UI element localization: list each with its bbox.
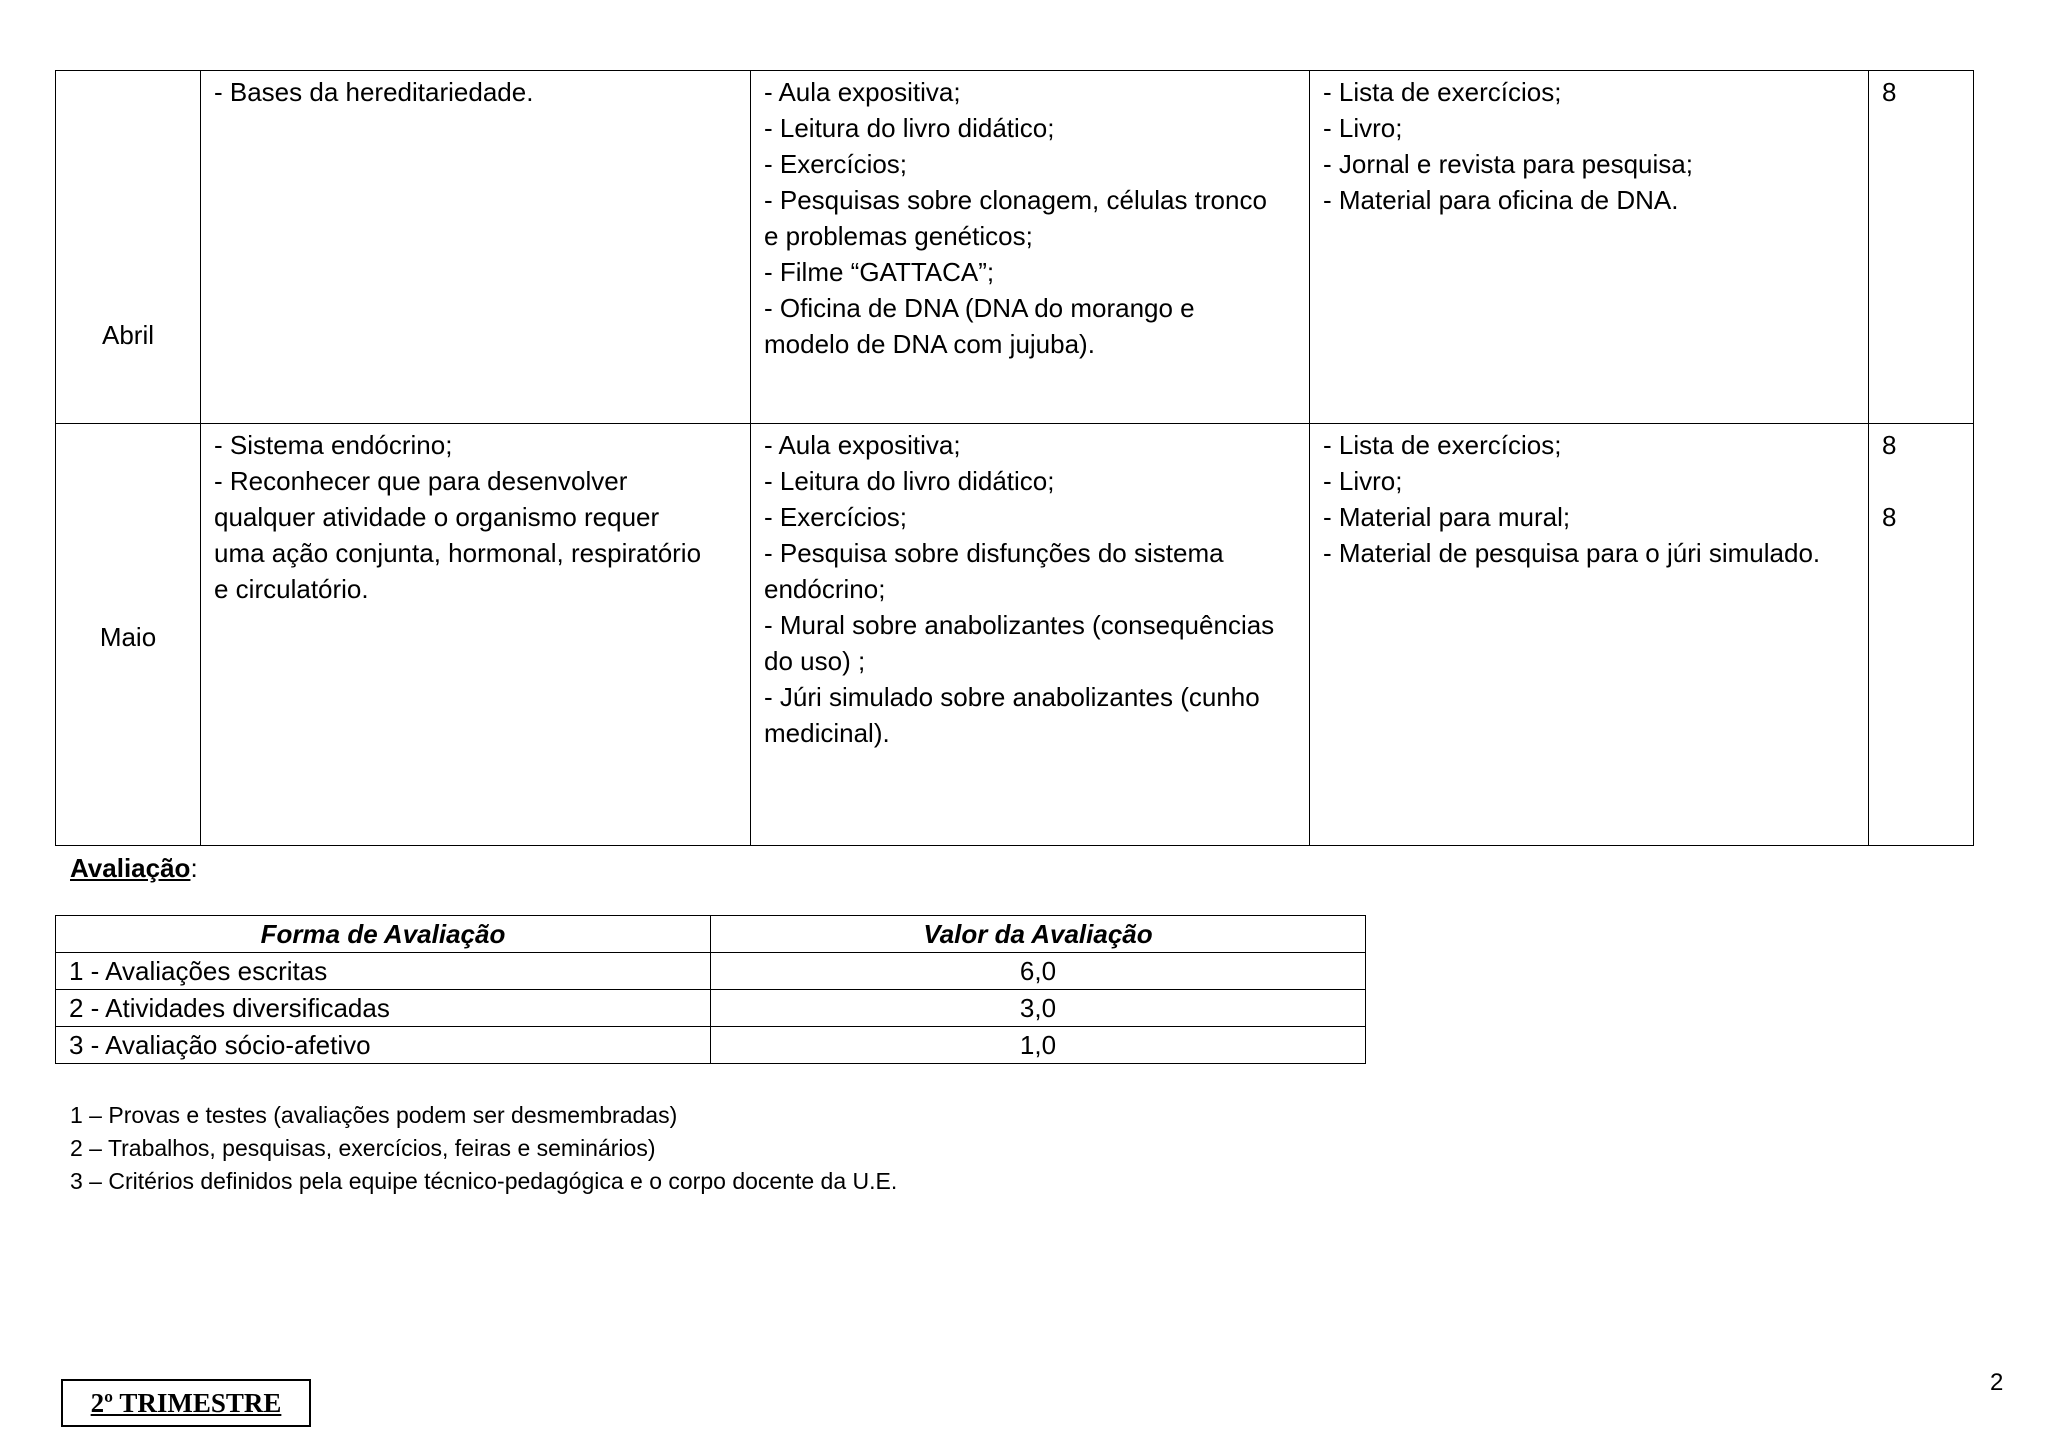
- content-line: e circulatório.: [214, 574, 369, 604]
- month-cell: Maio: [56, 424, 201, 846]
- note-line: 2 – Trabalhos, pesquisas, exercícios, feiras e seminários): [70, 1135, 656, 1161]
- methods-line: - Leitura do livro didático;: [764, 113, 1055, 143]
- page-number: 2: [1990, 1369, 2004, 1396]
- methods-line: - Júri simulado sobre anabolizantes (cunho: [764, 682, 1260, 712]
- content-line: - Reconhecer que para desenvolver: [214, 466, 628, 496]
- methods-line: - Exercícios;: [764, 149, 908, 179]
- hours-value: 8: [1882, 430, 1897, 460]
- note-line: 1 – Provas e testes (avaliações podem ser desmembradas): [70, 1102, 678, 1128]
- methods-line: medicinal).: [764, 718, 890, 748]
- evaluation-form: 1 - Avaliações escritas: [56, 953, 711, 990]
- hours-cell: [1869, 424, 1974, 846]
- evaluation-value: 3,0: [711, 990, 1366, 1027]
- evaluation-value: 1,0: [711, 1027, 1366, 1064]
- section-title: 2º TRIMESTRE: [90, 1387, 282, 1418]
- content-line: qualquer atividade o organismo requer: [214, 502, 660, 532]
- evaluation-notes: [70, 1099, 897, 1198]
- methods-cell: [751, 71, 1310, 424]
- hours-cell: [1869, 71, 1974, 424]
- content-cell: [201, 71, 751, 424]
- content-line: uma ação conjunta, hormonal, respiratório: [214, 538, 702, 568]
- resources-line: - Livro;: [1323, 113, 1403, 143]
- evaluation-value: 6,0: [711, 953, 1366, 990]
- evaluation-table: [55, 915, 1366, 1064]
- evaluation-header-row: [56, 916, 1366, 953]
- methods-line: - Aula expositiva;: [764, 430, 961, 460]
- methods-line: endócrino;: [764, 574, 886, 604]
- methods-line: modelo de DNA com jujuba).: [764, 329, 1095, 359]
- hours-spacer: [1882, 463, 1961, 499]
- evaluation-row: [56, 953, 1366, 990]
- methods-line: - Pesquisas sobre clonagem, células tronco: [764, 185, 1267, 215]
- resources-line: - Material para mural;: [1323, 502, 1571, 532]
- methods-cell: [751, 424, 1310, 846]
- lesson-plan-table: [55, 70, 1974, 846]
- content-line: - Bases da hereditariedade.: [214, 77, 534, 107]
- methods-line: - Pesquisa sobre disfunções do sistema: [764, 538, 1224, 568]
- methods-line: do uso) ;: [764, 646, 866, 676]
- methods-line: - Exercícios;: [764, 502, 908, 532]
- resources-cell: [1310, 424, 1869, 846]
- methods-line: - Mural sobre anabolizantes (consequências: [764, 610, 1275, 640]
- content-line: - Sistema endócrino;: [214, 430, 453, 460]
- resources-line: - Jornal e revista para pesquisa;: [1323, 149, 1693, 179]
- resources-line: - Lista de exercícios;: [1323, 77, 1562, 107]
- evaluation-row: [56, 1027, 1366, 1064]
- plan-row-maio: [56, 424, 1974, 846]
- evaluation-form: 2 - Atividades diversificadas: [56, 990, 711, 1027]
- plan-row-abril: [56, 71, 1974, 424]
- evaluation-row: [56, 990, 1366, 1027]
- column-header-form: Forma de Avaliação: [56, 916, 711, 953]
- resources-line: - Material de pesquisa para o júri simulado.: [1323, 538, 1821, 568]
- section-title-box: [61, 1379, 311, 1427]
- methods-line: - Aula expositiva;: [764, 77, 961, 107]
- column-header-value: Valor da Avaliação: [711, 916, 1366, 953]
- hours-value: 8: [1882, 502, 1897, 532]
- month-cell: Abril: [56, 71, 201, 424]
- resources-line: - Lista de exercícios;: [1323, 430, 1562, 460]
- resources-line: - Material para oficina de DNA.: [1323, 185, 1679, 215]
- hours-value: 8: [1882, 77, 1897, 107]
- methods-line: e problemas genéticos;: [764, 221, 1033, 251]
- resources-line: - Livro;: [1323, 466, 1403, 496]
- evaluation-form: 3 - Avaliação sócio-afetivo: [56, 1027, 711, 1064]
- resources-cell: [1310, 71, 1869, 424]
- methods-line: - Leitura do livro didático;: [764, 466, 1055, 496]
- content-cell: [201, 424, 751, 846]
- methods-line: - Oficina de DNA (DNA do morango e: [764, 293, 1195, 323]
- methods-line: - Filme “GATTACA”;: [764, 257, 995, 287]
- note-line: 3 – Critérios definidos pela equipe técnico-pedagógica e o corpo docente da U.E.: [70, 1168, 898, 1194]
- evaluation-heading: Avaliação:: [70, 853, 198, 883]
